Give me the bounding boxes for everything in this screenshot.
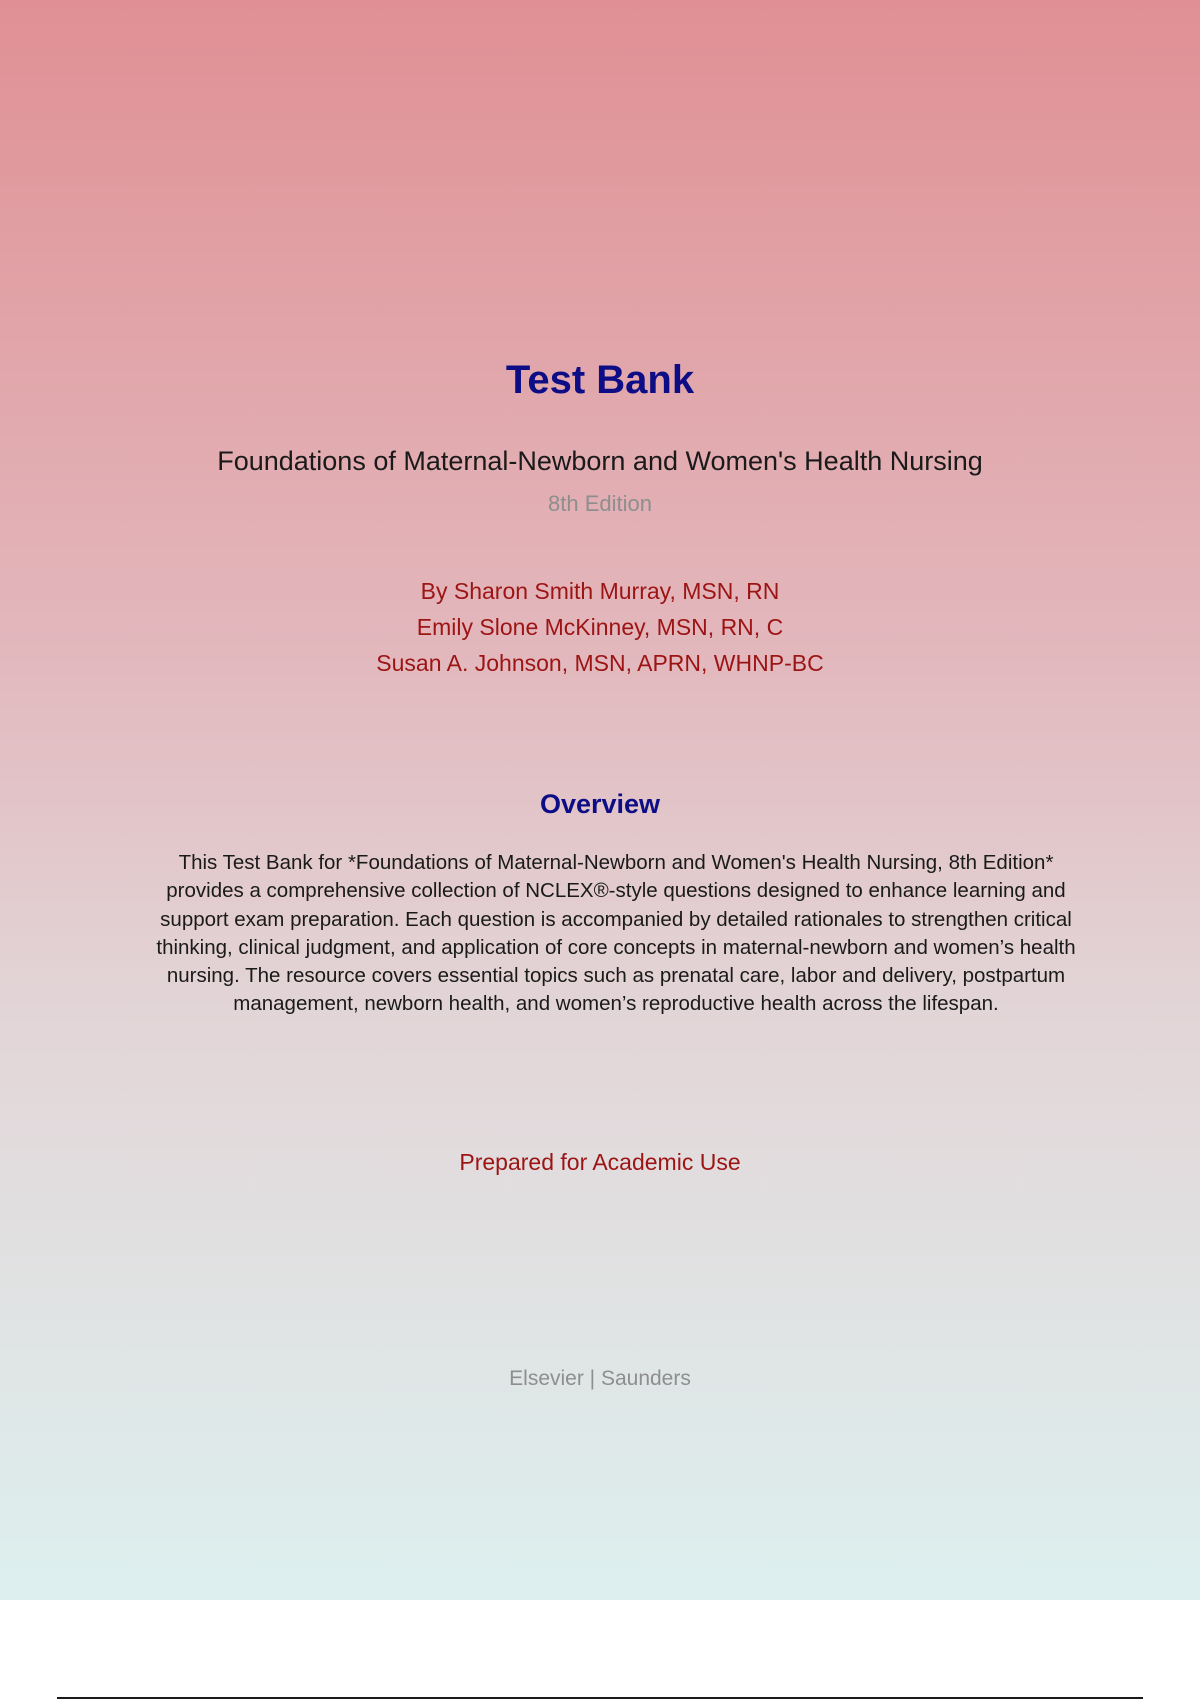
author-line: Susan A. Johnson, MSN, APRN, WHNP-BC [376, 650, 824, 676]
author-line: By Sharon Smith Murray, MSN, RN [420, 578, 780, 604]
book-subtitle: Foundations of Maternal-Newborn and Women's Health Nursing [217, 446, 983, 476]
publisher-line: Elsevier | Saunders [509, 1367, 691, 1390]
document-title: Test Bank [505, 358, 695, 402]
overview-paragraph: This Test Bank for *Foundations of Maternal-Newborn and Women's Health Nursing, 8th Edition* provides a comprehensive collection of NCLEX®-style questions designed to enhance learning and support exam preparation. Each question is accompanied by detailed rationales to strengthen critical thinking, clinical judgment, and application of core concepts in maternal-newborn and women’s health nursing. The resource covers essential topics such as prenatal care, labor and delivery, postpartum management, newborn health, and women’s reproductive health across the lifespan. [156, 851, 1076, 1016]
edition-label: 8th Edition [548, 491, 652, 516]
overview-heading: Overview [539, 789, 661, 819]
author-line: Emily Slone McKinney, MSN, RN, C [416, 614, 784, 640]
footer-divider [57, 1697, 1143, 1699]
prepared-note: Prepared for Academic Use [459, 1149, 741, 1175]
author-list [0, 573, 1200, 681]
